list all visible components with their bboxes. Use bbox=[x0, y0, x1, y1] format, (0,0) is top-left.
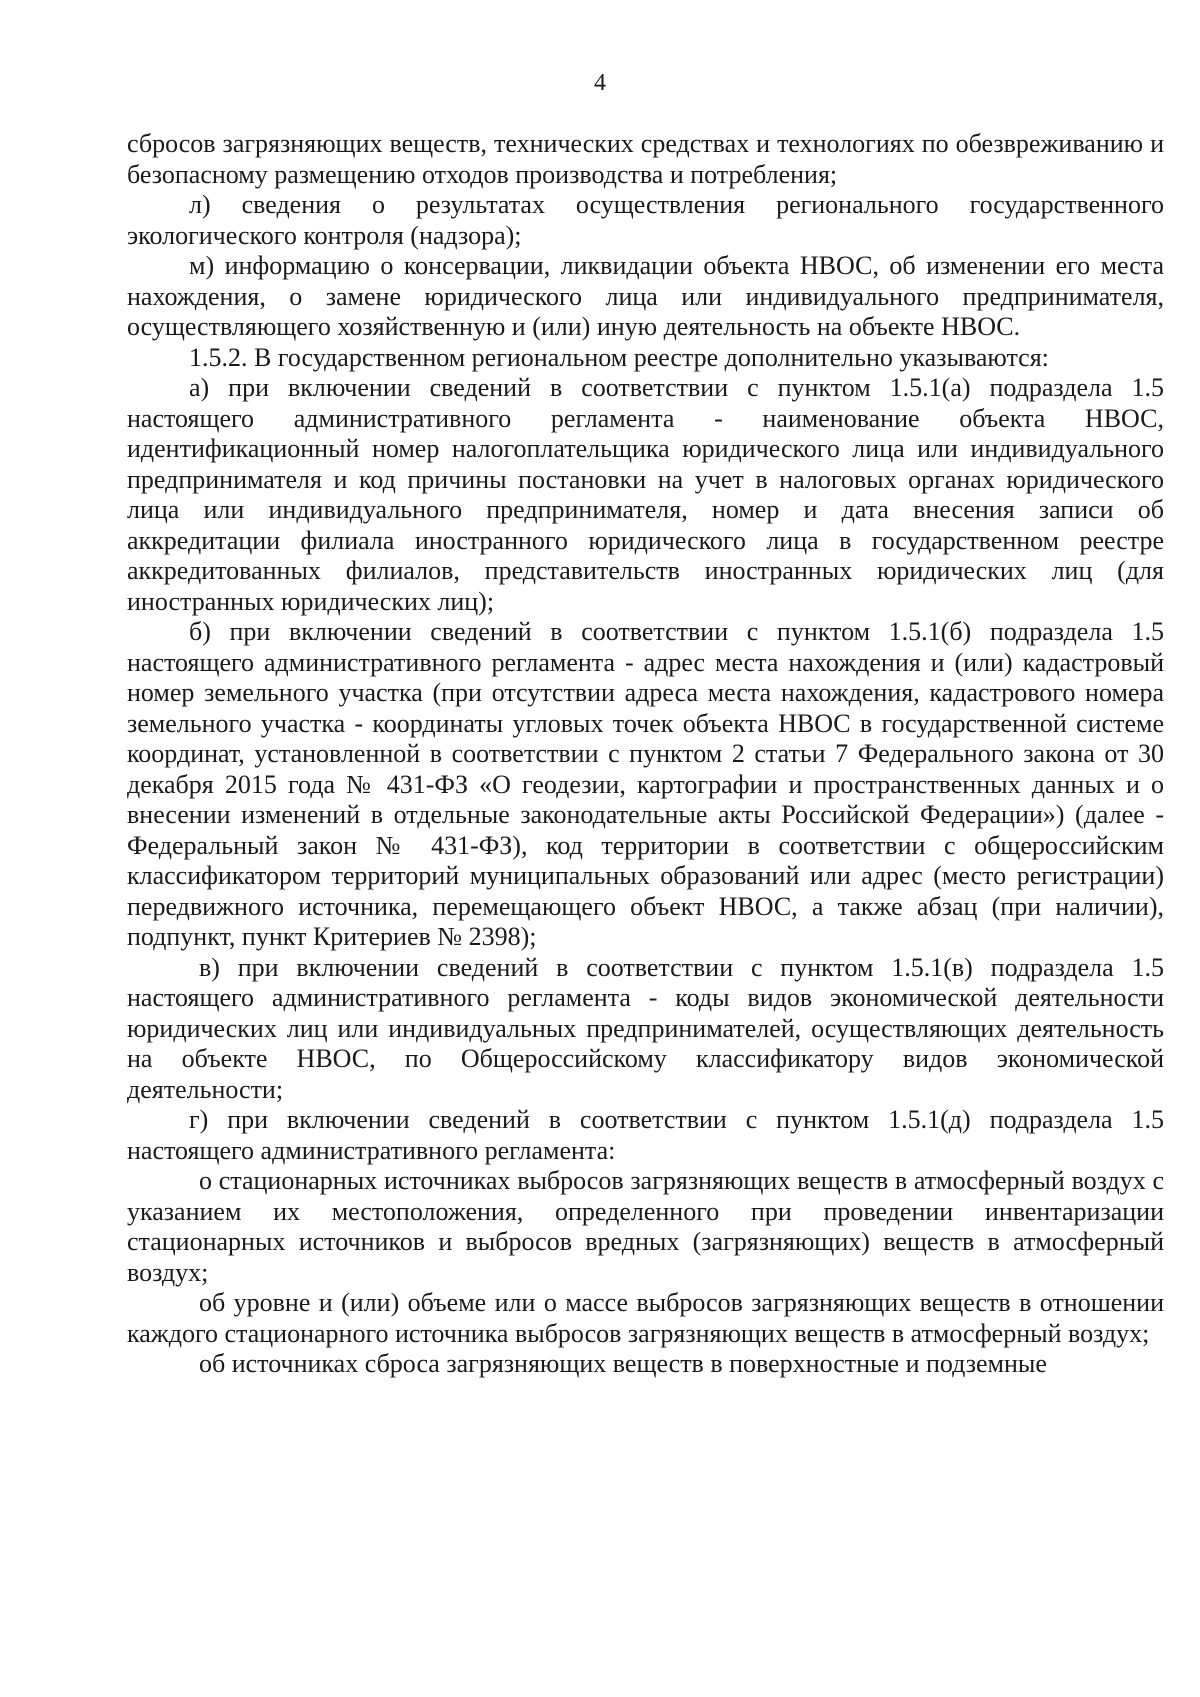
paragraph-11: об источниках сброса загрязняющих веществ в поверхностные и подземные bbox=[199, 1349, 1047, 1378]
paragraph-5: а) при включении сведений в соответствии с пунктом 1.5.1(а) подраздела 1.5 настоящего административного регламента - наименование объекта НВОС, идентификационный номер налогоплательщика юридического лица или индивидуального предпринимателя и код причины постановки на учет в налоговых органах юридического лица или индивидуального предпринимателя, номер и дата внесения записи об аккредитации филиала иностранного юридического лица в государственном реестре аккредитованных филиалов, представительств иностранных юридических лиц (для иностранных юридических лиц); bbox=[127, 373, 1164, 616]
paragraph-9: о стационарных источниках выбросов загрязняющих веществ в атмосферный воздух с указанием их местоположения, определенного при проведении инвентаризации стационарных источников и выбросов вредных (загрязняющих) веществ в атмосферный воздух; bbox=[127, 1166, 1164, 1287]
paragraph-8: г) при включении сведений в соответствии с пунктом 1.5.1(д) подраздела 1.5 настоящего административного регламента: bbox=[127, 1105, 1164, 1165]
paragraph-6: б) при включении сведений в соответствии с пунктом 1.5.1(б) подраздела 1.5 настоящего административного регламента - адрес места нахождения и (или) кадастровый номер земельного участка (при отсутствии адреса места нахождения, кадастрового номера земельного участка - координаты угловых точек объекта НВОС в государственной системе координат, установленной в соответствии с пунктом 2 статьи 7 Федерального закона от 30 декабря 2015 года № 431-ФЗ «О геодезии, картографии и пространственных данных и о внесении изменений в отдельные законодательные акты Российской Федерации») (далее - Федеральный закон № 431-ФЗ), код территории в соответствии с общероссийским классификатором территорий муниципальных образований или адрес (место регистрации) передвижного источника, перемещающего объект НВОС, а также абзац (при наличии), подпункт, пункт Критериев № 2398); bbox=[127, 617, 1164, 951]
paragraph-10: об уровне и (или) объеме или о массе выбросов загрязняющих веществ в отношении каждого стационарного источника выбросов загрязняющих веществ в атмосферный воздух; bbox=[127, 1288, 1164, 1348]
paragraph-1: сбросов загрязняющих веществ, технических средствах и технологиях по обезвреживанию и безопасному размещению отходов производства и потребления; bbox=[127, 129, 1164, 189]
document-body bbox=[127, 129, 1164, 1380]
paragraph-4: 1.5.2. В государственном региональном реестре дополнительно указываются: bbox=[189, 342, 1049, 372]
paragraph-7: в) при включении сведений в соответствии с пунктом 1.5.1(в) подраздела 1.5 настоящего административного регламента - коды видов экономической деятельности юридических лиц или индивидуальных предпринимателей, осуществляющих деятельность на объекте НВОС, по Общероссийскому классификатору видов экономической деятельности; bbox=[127, 952, 1164, 1104]
paragraph-2: л) сведения о результатах осуществления регионального государственного экологического контроля (надзора); bbox=[127, 190, 1164, 250]
paragraph-3: м) информацию о консервации, ликвидации объекта НВОС, об изменении его места нахождения, о замене юридического лица или индивидуального предпринимателя, осуществляющего хозяйственную и (или) иную деятельность на объекте НВОС. bbox=[127, 251, 1164, 341]
page-number: 4 bbox=[594, 70, 606, 96]
